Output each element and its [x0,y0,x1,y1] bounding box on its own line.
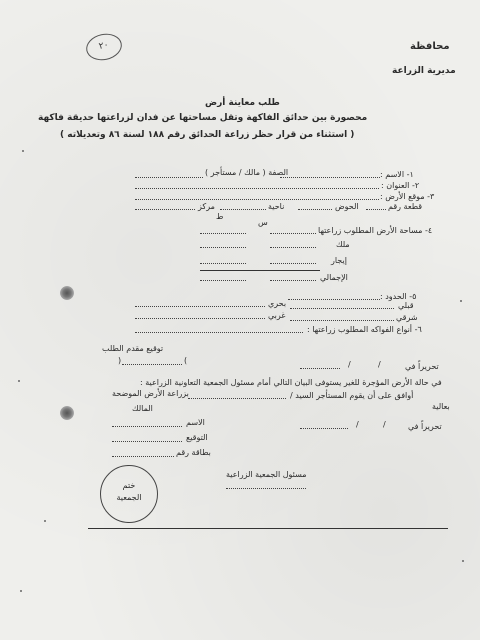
coop-seal-circle [100,465,158,523]
paper-speck [20,590,22,592]
paper-speck [22,150,24,152]
basin-label: الحوض [335,202,359,211]
written-in-2-year-field[interactable] [300,428,348,429]
applicant-signature-paren-close: ) [184,356,188,365]
date-slash-2: / [348,360,351,369]
rent-label: إيجار [331,256,347,265]
id-card-label: بطاقة رقم [176,448,211,457]
owned-ta-field[interactable] [200,247,246,248]
area-ta-field[interactable] [200,233,246,234]
owned-label: ملك [336,240,350,249]
village-field[interactable] [220,209,266,210]
governorate-label: محافظة [410,41,450,52]
owned-s-field[interactable] [270,247,316,248]
west-label: غربي [268,311,286,320]
form-exception-note: ( استثناء من قرار حظر زراعة الحدائق رقم ١٨٨ لسنة ٨٦ وتعديلاته ) [60,130,355,140]
date-slash-3: / [383,420,386,429]
paper-speck [18,380,20,382]
north-field[interactable] [290,308,394,309]
unit-ta-label: ط [216,212,224,221]
village-label: ناحية [268,202,285,211]
paper-speck [44,520,46,522]
location-field[interactable] [135,199,379,200]
paper-speck [462,560,464,562]
parcel-field[interactable] [366,209,386,210]
form-subtitle: محصورة بين حدائق الفاكهة وتقل مساحتها عن فدان لزراعتها حديقة فاكهة [38,113,368,123]
applicant-signature-field[interactable] [122,364,182,365]
rent-ta-field[interactable] [200,263,246,264]
south-field[interactable] [135,306,265,307]
total-label: الإجمالي [320,273,348,282]
name-label: ١- الاسم : [380,170,414,179]
written-in-year-field[interactable] [300,368,340,369]
area-s-field[interactable] [270,233,316,234]
borders-label: ٥- الحدود : [380,292,417,301]
center-field[interactable] [135,209,195,210]
id-card-field[interactable] [112,456,174,457]
center-label: مركز [198,202,215,211]
above-text: بعالية [432,402,450,411]
directorate-label: مديرية الزراعة [392,66,456,76]
seal-text-1: ختم [122,481,136,490]
west-field[interactable] [135,318,265,319]
owner-signature-field[interactable] [112,441,182,442]
borders-field[interactable] [288,299,380,300]
owner-name-field[interactable] [112,426,182,427]
form-number: ٢٠ [98,40,110,52]
rented-land-note: في حالة الأرض المؤجرة للغير يستوفى البيان التالي أمام مسئول الجمعية التعاونية الزراعية : [140,378,442,387]
date-slash-1: / [378,360,381,369]
bottom-rule [88,528,448,529]
address-field[interactable] [135,188,379,189]
address-label: ٢- العنوان : [381,181,420,190]
basin-field[interactable] [298,209,332,210]
paper-speck [460,300,462,302]
capacity-field[interactable] [135,177,203,178]
agree-text-end: بزراعة الأرض الموضحة [112,389,189,398]
written-in-label: تحريراً في [405,362,439,371]
applicant-signature-paren-open: ( [118,356,122,365]
unit-s-label: س [258,218,268,227]
fruit-types-label: ٦- أنواع الفواكه المطلوب زراعتها : [307,325,422,334]
name-field[interactable] [280,177,380,178]
owner-signature-label: التوقيع [186,433,208,442]
location-label: ٣- موقع الأرض : [380,192,435,201]
fruit-types-field[interactable] [135,332,303,333]
coop-official-label: مسئول الجمعية الزراعية [226,470,307,479]
capacity-label: الصفة ( مالك / مستأجر ) [205,168,289,177]
owner-name-label: الاسم [186,418,205,427]
agree-text: أوافق على أن يقوم المستأجر السيد / [290,391,414,400]
east-field[interactable] [290,320,394,321]
written-in-label-2: تحريراً في [408,422,442,431]
total-s-field[interactable] [270,280,316,281]
area-label: ٤- مساحة الأرض المطلوب زراعتها [318,226,433,235]
date-slash-4: / [356,420,359,429]
coop-official-signature-field[interactable] [226,488,306,489]
south-label: بحري [268,299,287,308]
form-title: طلب معاينة أرض [205,98,280,108]
parcel-label: قطعة رقم [388,202,423,211]
form-number-stamp [84,31,125,64]
seal-text-2: الجمعية [116,493,142,502]
east-label: شرقي [396,313,418,322]
total-separator [200,270,320,271]
rent-s-field[interactable] [270,263,316,264]
tenant-name-field[interactable] [188,398,286,399]
north-label: قبلي [398,301,414,310]
punch-hole [60,406,74,420]
total-ta-field[interactable] [200,280,246,281]
punch-hole [60,286,74,300]
applicant-signature-label: توقيع مقدم الطلب [102,344,164,353]
owner-label: المالك [132,404,153,413]
